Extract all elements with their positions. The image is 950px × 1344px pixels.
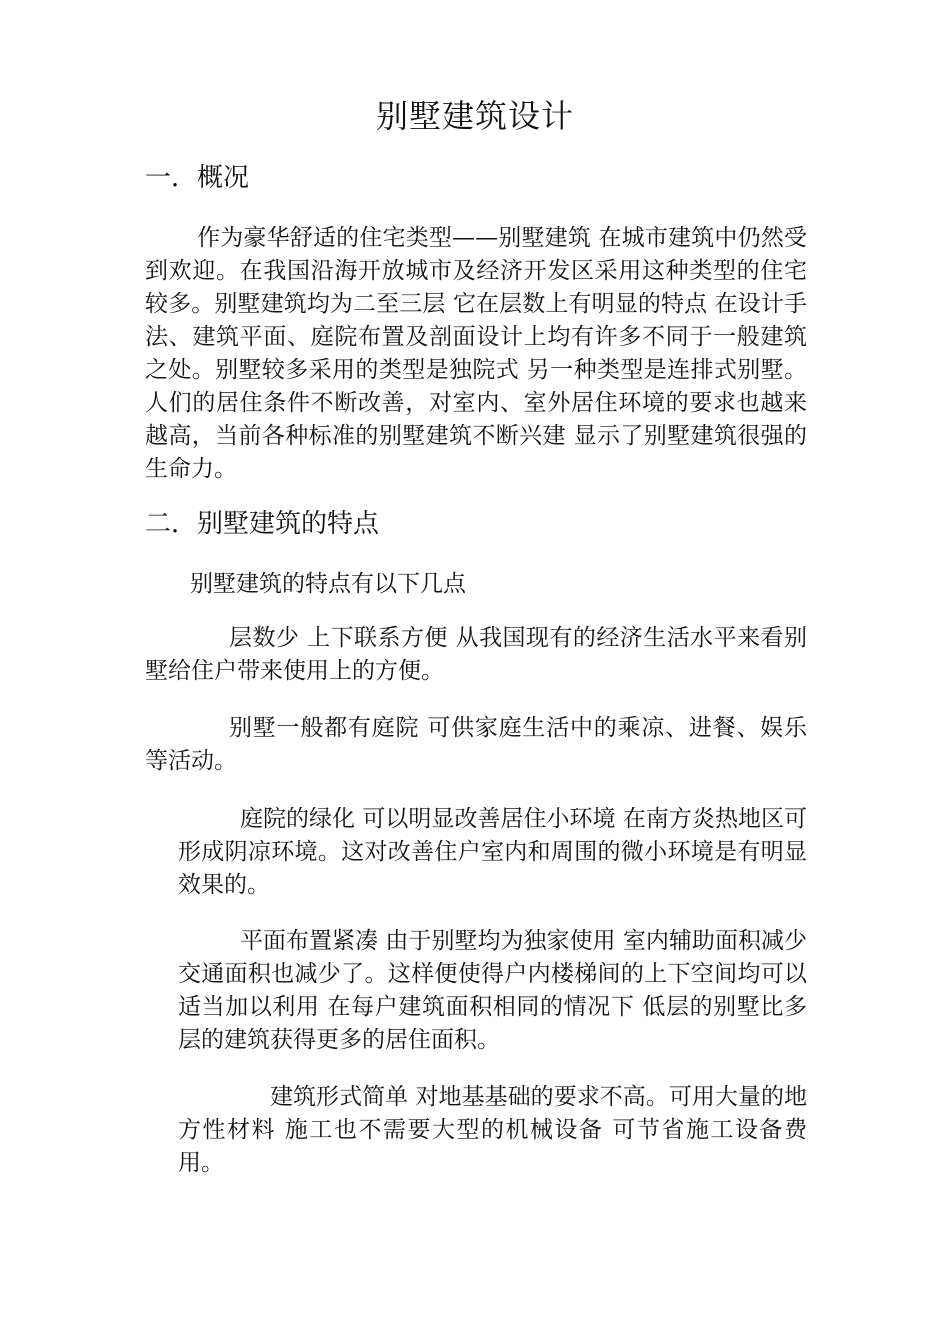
feature-paragraph-floors: 层数少 上下联系方便 从我国现有的经济生活水平来看别墅给住户带来使用上的方便。 [145, 625, 807, 684]
features-lead-text: 别墅建筑的特点有以下几点 [190, 571, 466, 597]
document-title: 别墅建筑设计 [375, 97, 574, 135]
section-heading-overview: 一．概况 [145, 163, 250, 193]
feature-paragraph-layout: 平面布置紧凑 由于别墅均为独家使用 室内辅助面积减少 交通面积也减少了。这样便使得户内楼梯间的上下空间均可以适当加以利用 在每户建筑面积相同的情况下 低层的别墅比多层的建筑获得更多的居住面积。 [178, 928, 807, 1053]
feature-paragraph-greening: 庭院的绿化 可以明显改善居住小环境 在南方炎热地区可形成阴凉环境。这对改善住户室内和周围的微小环境是有明显效果的。 [178, 806, 807, 898]
feature-paragraph-construction: 建筑形式简单 对地基基础的要求不高。可用大量的地方性材料 施工也不需要大型的机械设备 可节省施工设备费用。 [178, 1084, 807, 1176]
overview-paragraph: 作为豪华舒适的住宅类型——别墅建筑 在城市建筑中仍然受到欢迎。在我国沿海开放城市及经济开发区采用这种类型的住宅较多。别墅建筑均为二至三层 它在层数上有明显的特点 在设计手法、建筑平面、庭院布置及剖面设计上均有许多不同于一般建筑之处。别墅较多采用的类型是独院式 另一种类型是连排式别墅。人们的居住条件不断改善，对室内、室外居住环境的要求也越来越高，当前各种标准的别墅建筑不断兴建 显示了别墅建筑很强的生命力。 [145, 225, 807, 482]
section-heading-features: 二．别墅建筑的特点 [145, 509, 380, 539]
feature-paragraph-courtyard: 别墅一般都有庭院 可供家庭生活中的乘凉、进餐、娱乐等活动。 [145, 715, 807, 774]
